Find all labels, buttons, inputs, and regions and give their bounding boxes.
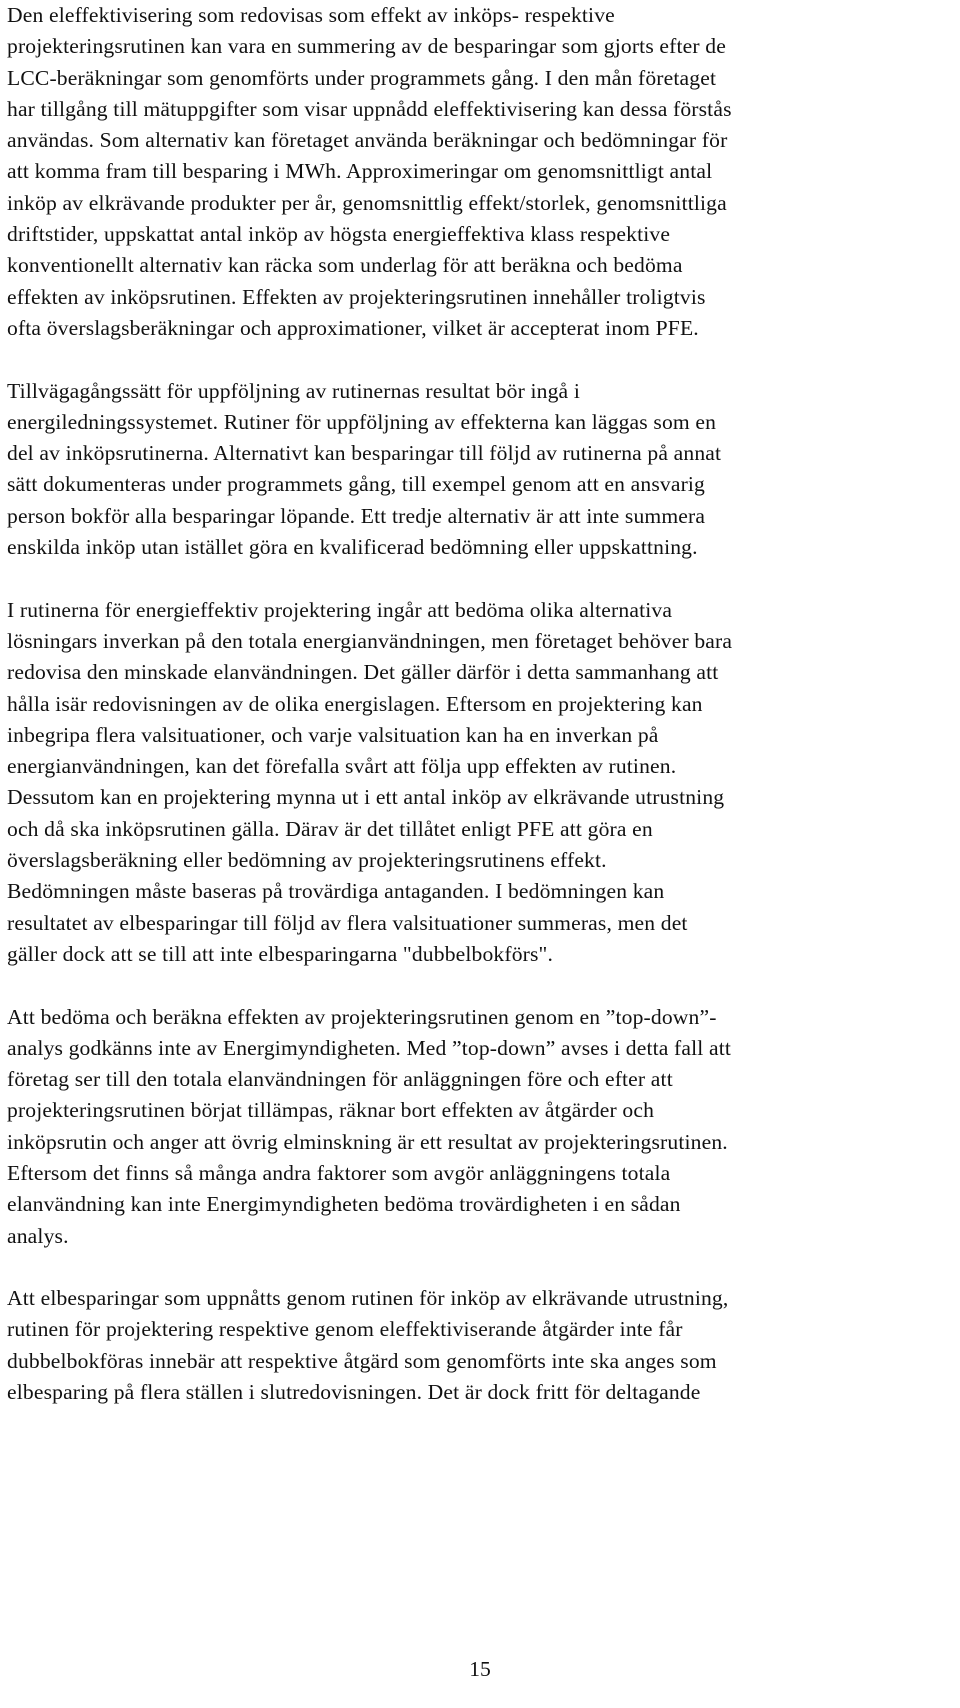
text-line: ofta överslagsberäkningar och approximationer, vilket är accepterat inom PFE. <box>7 315 699 340</box>
text-line: effekten av inköpsrutinen. Effekten av projekteringsrutinen innehåller troligtvis <box>7 284 706 309</box>
text-line: Bedömningen måste baseras på trovärdiga antaganden. I bedömningen kan <box>7 879 665 904</box>
text-line: att komma fram till besparing i MWh. Approximeringar om genomsnittligt antal <box>7 159 713 184</box>
text-line: resultatet av elbesparingar till följd av flera valsituationer summeras, men det <box>7 910 688 935</box>
body-text <box>7 0 955 1408</box>
text-line: rutinen för projektering respektive genom eleffektiviserande åtgärder inte får <box>7 1317 683 1342</box>
text-line: driftstider, uppskattat antal inköp av högsta energieffektiva klass respektive <box>7 222 671 247</box>
text-line: hålla isär redovisningen av de olika energislagen. Eftersom en projektering kan <box>7 691 703 716</box>
text-line: energiledningssystemet. Rutiner för uppföljning av effekterna kan läggas som en <box>7 409 717 434</box>
text-line: användas. Som alternativ kan företaget använda beräkningar och bedömningar för <box>7 128 728 153</box>
text-line: dubbelbokföras innebär att respektive åtgärd som genomförts inte ska anges som <box>7 1348 717 1373</box>
text-line: inköp av elkrävande produkter per år, genomsnittlig effekt/storlek, genomsnittliga <box>7 190 727 215</box>
page-number: 15 <box>469 1657 491 1681</box>
paragraph-gap <box>7 970 955 1001</box>
text-line: LCC-beräkningar som genomförts under programmets gång. I den mån företaget <box>7 65 717 90</box>
text-line: Tillvägagångssätt för uppföljning av rutinernas resultat bör ingå i <box>7 378 580 403</box>
text-line: Den eleffektivisering som redovisas som effekt av inköps- respektive <box>7 3 615 27</box>
text-line: projekteringsrutinen börjat tillämpas, räknar bort effekten av åtgärder och <box>7 1098 655 1123</box>
text-line: Att bedöma och beräkna effekten av projekteringsrutinen genom en ”top-down”- <box>7 1004 717 1029</box>
text-line: företag ser till den totala elanvändningen för anläggningen före och efter att <box>7 1067 673 1092</box>
paragraph <box>7 1283 955 1408</box>
text-line: elbesparing på flera ställen i slutredovisningen. Det är dock fritt för deltagande <box>7 1380 701 1405</box>
text-line: projekteringsrutinen kan vara en summering av de besparingar som gjorts efter de <box>7 34 726 59</box>
paragraph <box>7 0 955 344</box>
text-line: enskilda inköp utan istället göra en kvalificerad bedömning eller uppskattning. <box>7 535 698 560</box>
text-line: Att elbesparingar som uppnåtts genom rutinen för inköp av elkrävande utrustning, <box>7 1286 729 1311</box>
paragraph <box>7 1002 955 1252</box>
text-line: I rutinerna för energieffektiv projektering ingår att bedöma olika alternativa <box>7 597 673 622</box>
text-line: Dessutom kan en projektering mynna ut i ett antal inköp av elkrävande utrustning <box>7 785 725 810</box>
text-line: del av inköpsrutinerna. Alternativt kan besparingar till följd av rutinerna på annat <box>7 441 722 466</box>
text-line: sätt dokumenteras under programmets gång, till exempel genom att en ansvarig <box>7 472 706 497</box>
text-line: överslagsberäkning eller bedömning av projekteringsrutinens effekt. <box>7 848 607 873</box>
text-line: konventionellt alternativ kan räcka som underlag för att beräkna och bedöma <box>7 253 683 278</box>
text-line: inköpsrutin och anger att övrig elminskning är ett resultat av projekteringsrutinen. <box>7 1129 728 1154</box>
text-line: Eftersom det finns så många andra faktorer som avgör anläggningens totala <box>7 1160 671 1185</box>
text-line: inbegripa flera valsituationer, och varje valsituation kan ha en inverkan på <box>7 722 659 747</box>
text-line: redovisa den minskade elanvändningen. Det gäller därför i detta sammanhang att <box>7 660 719 685</box>
text-line: analys. <box>7 1223 69 1248</box>
paragraph <box>7 595 955 971</box>
text-line: elanvändning kan inte Energimyndigheten bedöma trovärdigheten i en sådan <box>7 1192 681 1217</box>
text-line: analys godkänns inte av Energimyndigheten. Med ”top-down” avses i detta fall att <box>7 1035 732 1060</box>
text-line: har tillgång till mätuppgifter som visar uppnådd eleffektivisering kan dessa förstås <box>7 96 732 121</box>
text-line: person bokför alla besparingar löpande. Ett tredje alternativ är att inte summera <box>7 503 706 528</box>
document-page <box>7 0 955 1408</box>
paragraph <box>7 376 955 564</box>
text-line: och då ska inköpsrutinen gälla. Därav är det tillåtet enligt PFE att göra en <box>7 816 653 841</box>
text-line: gäller dock att se till att inte elbesparingarna "dubbelbokförs". <box>7 941 554 966</box>
text-line: energianvändningen, kan det förefalla svårt att följa upp effekten av rutinen. <box>7 754 677 779</box>
paragraph-gap <box>7 563 955 594</box>
text-line: lösningars inverkan på den totala energianvändningen, men företaget behöver bara <box>7 628 733 653</box>
paragraph-gap <box>7 1252 955 1283</box>
paragraph-gap <box>7 344 955 375</box>
